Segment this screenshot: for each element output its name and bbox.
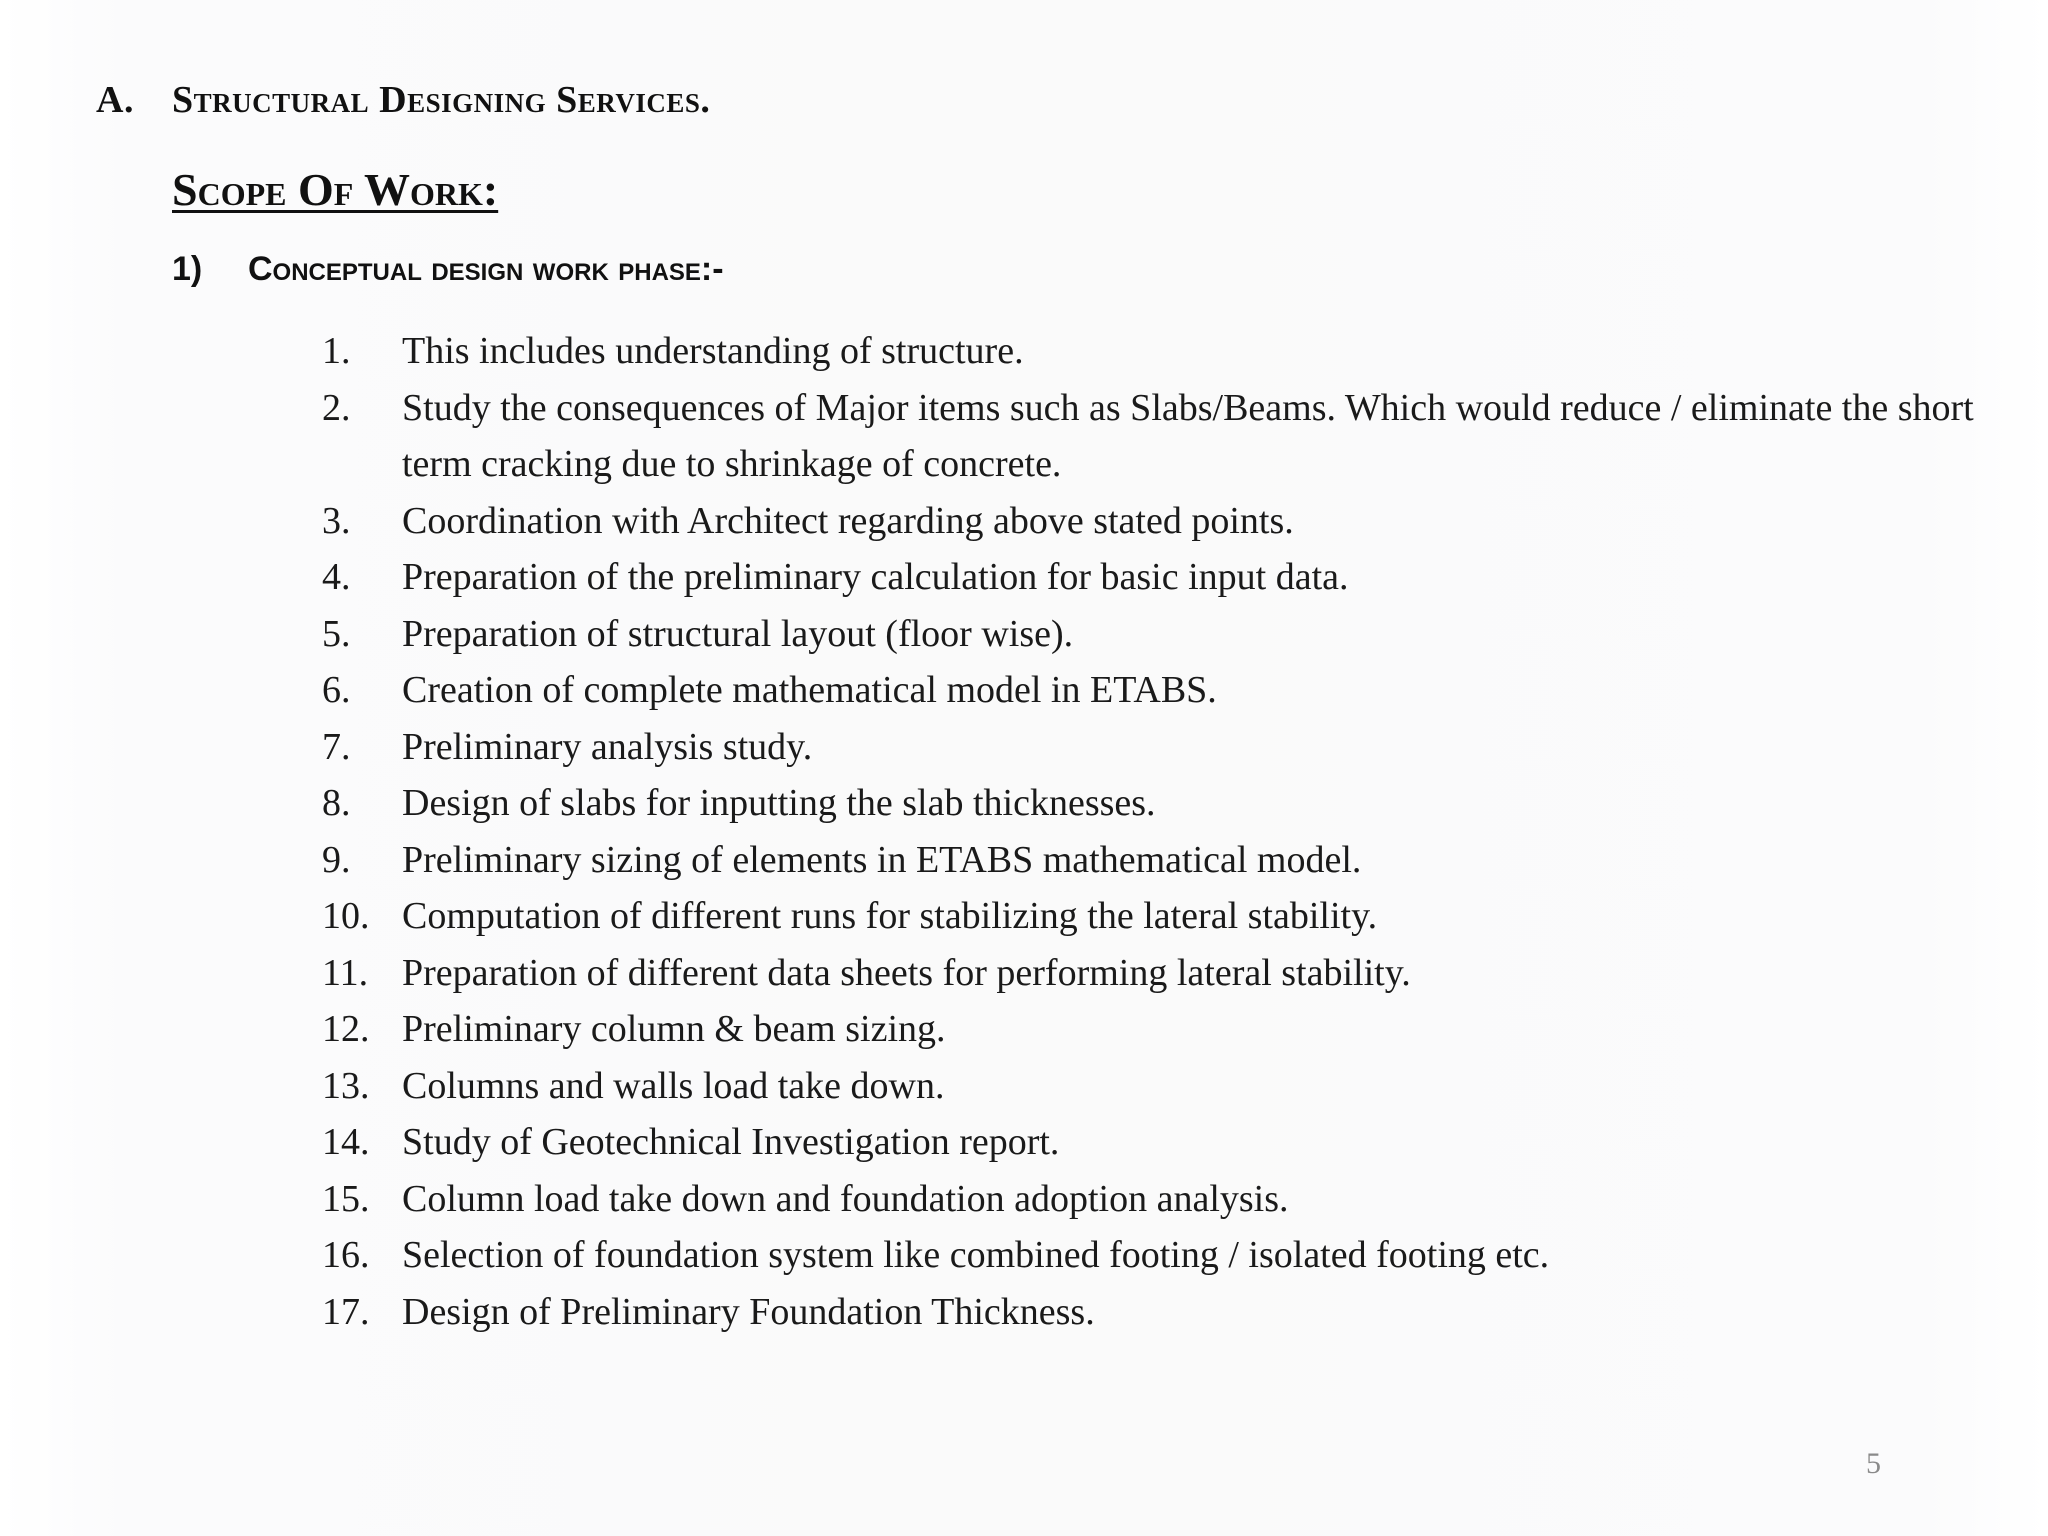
list-item-number: 2. [322,386,351,429]
list-item-number: 8. [322,782,351,824]
list-item [322,719,2022,776]
list-item-text: Columns and walls load take down. [402,1064,945,1107]
section-letter: A. [96,79,134,121]
list-item [322,1171,2022,1228]
list-item-number: 6. [322,669,351,711]
list-item [322,549,2022,606]
list-item-number: 13. [322,1064,370,1107]
list-item-text: Preliminary analysis study. [402,725,813,768]
list-item [322,775,2022,832]
list-item [322,662,2022,719]
list-item [322,888,2022,945]
list-item-text: Computation of different runs for stabilizing the lateral stability. [402,895,1378,937]
section-heading [96,78,710,122]
list-item-text: Coordination with Architect regarding above stated points. [402,499,1294,542]
list-item-number: 17. [322,1290,370,1333]
list-item [322,945,2022,1002]
scope-heading: Scope Of Work: [172,164,499,215]
list-item [322,1284,2022,1341]
list-item [322,493,2022,550]
list-item [322,1114,2022,1171]
phase-number: 1) [172,250,203,288]
phase-heading [172,250,724,289]
list-item [322,323,2022,380]
list-item-number: 16. [322,1234,370,1276]
list-item-text: Preliminary column & beam sizing. [402,1008,946,1050]
list-item-number: 12. [322,1008,370,1050]
list-item [322,1058,2022,1115]
list-item-number: 4. [322,556,351,598]
list-item [322,606,2022,663]
list-item-text: Creation of complete mathematical model in ETABS. [402,669,1217,711]
list-item-number: 11. [322,951,369,994]
list-item-text: Preparation of the preliminary calculation for basic input data. [402,556,1349,598]
list-item-number: 14. [322,1121,370,1163]
list-item-number: 9. [322,838,351,881]
list-item-number: 10. [322,895,370,937]
list-item [322,380,2022,493]
task-list [322,323,2022,1340]
list-item-text: This includes understanding of structure. [402,330,1024,372]
list-item-number: 5. [322,612,351,655]
list-item-number: 15. [322,1177,370,1220]
list-item-text: Preliminary sizing of elements in ETABS mathematical model. [402,838,1362,881]
page-number: 5 [1866,1447,1881,1480]
list-item [322,1227,2022,1284]
list-item-text: Study the consequences of Major items such as Slabs/Beams. Which would reduce / eliminate the short term cracking due to shrinkage of concrete. [402,386,1974,485]
list-item [322,1001,2022,1058]
list-item-text: Design of Preliminary Foundation Thickness. [402,1290,1095,1333]
list-item-number: 1. [322,330,351,372]
list-item-text: Preparation of structural layout (floor wise). [402,612,1074,655]
list-item-text: Preparation of different data sheets for performing lateral stability. [402,951,1411,994]
list-item-text: Column load take down and foundation adoption analysis. [402,1177,1289,1220]
section-title: Structural Designing Services. [172,79,711,121]
list-item [322,832,2022,889]
list-item-text: Study of Geotechnical Investigation report. [402,1121,1060,1163]
list-item-text: Selection of foundation system like combined footing / isolated footing etc. [402,1234,1550,1276]
list-item-text: Design of slabs for inputting the slab thicknesses. [402,782,1156,824]
list-item-number: 3. [322,499,351,542]
phase-title: Conceptual design work phase:- [248,250,724,288]
list-item-number: 7. [322,725,351,768]
